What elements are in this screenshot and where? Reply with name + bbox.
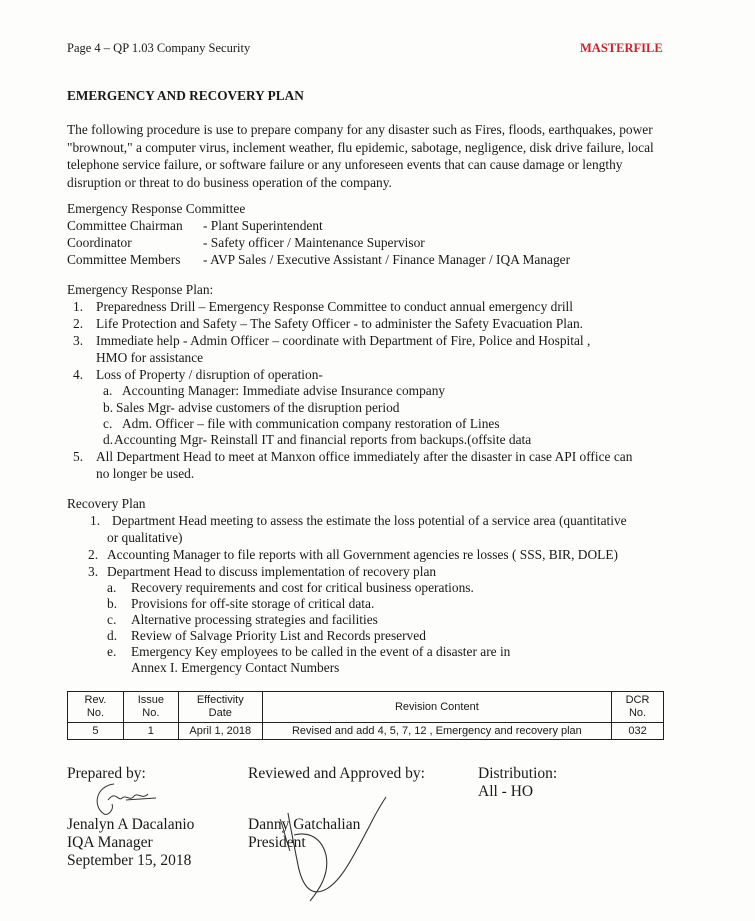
page-header-left: Page 4 – QP 1.03 Company Security: [67, 41, 251, 55]
list-item-number: 3.: [88, 564, 99, 579]
cell-content: Revised and add 4, 5, 7, 12 , Emergency and recovery plan: [262, 723, 611, 740]
sub-item-text: Review of Salvage Priority List and Records preserved: [131, 628, 426, 643]
cell-issue: 1: [123, 723, 178, 740]
sub-item-letter: d.: [103, 432, 114, 447]
distribution-value: All - HO: [478, 783, 534, 800]
list-item-number: 1.: [73, 299, 84, 314]
sub-item-text: Accounting Manager: Immediate advise Insurance company: [122, 383, 446, 398]
sub-item-letter: e.: [107, 644, 117, 659]
list-item-continuation: or qualitative): [107, 530, 183, 545]
list-item-number: 2.: [88, 547, 99, 562]
list-item-text: Life Protection and Safety – The Safety Officer - to administer the Safety Evacuation Plan.: [96, 316, 583, 331]
sub-item-letter: a.: [103, 383, 113, 398]
sub-item-text: Recovery requirements and cost for critical business operations.: [131, 580, 474, 595]
list-item-text: All Department Head to meet at Manxon office immediately after the disaster in case API office can: [96, 449, 633, 464]
list-item-number: 2.: [73, 316, 84, 331]
preparer-name: Jenalyn A Dacalanio: [67, 816, 195, 833]
distribution-label: Distribution:: [478, 765, 558, 782]
sub-item-letter: b.: [103, 400, 114, 415]
sub-item-text: Adm. Officer – file with communication company restoration of Lines: [122, 416, 500, 431]
approver-title: President: [248, 834, 306, 851]
approved-by-label: Reviewed and Approved by:: [248, 765, 425, 782]
table-row: [68, 723, 664, 740]
header-issue-no: Issue No.: [123, 692, 178, 723]
list-item-number: 3.: [73, 333, 84, 348]
revision-table: [67, 691, 664, 740]
list-item-text: Preparedness Drill – Emergency Response Committee to conduct annual emergency drill: [96, 299, 573, 314]
sub-item-text: Accounting Mgr- Reinstall IT and financial reports from backups.(offsite data: [114, 432, 532, 447]
header-rev-no: Rev. No.: [68, 692, 124, 723]
list-item-continuation: no longer be used.: [96, 466, 195, 481]
committee-role: Committee Chairman: [67, 218, 183, 233]
sub-item-letter: b.: [107, 596, 118, 611]
list-item-text: Department Head to discuss implementation of recovery plan: [107, 564, 437, 579]
prepared-by-label: Prepared by:: [67, 765, 146, 782]
sub-item-letter: c.: [103, 416, 113, 431]
cell-rev: 5: [68, 723, 124, 740]
list-item-number: 1.: [90, 513, 101, 528]
intro-paragraph: The following procedure is use to prepare company for any disaster such as Fires, floods, earthquakes, power "brownout," a computer virus, inclement weather, flu epidemic, sabotage, negligence, disk drive failure, local telephone service failure, or software failure or any unforeseen events that can cause damage or lengthy disruption or threat to do business operation of the company.: [67, 122, 654, 190]
list-item-text: Accounting Manager to file reports with all Government agencies re losses ( SSS, BIR, DOLE): [107, 547, 618, 562]
sub-item-letter: c.: [107, 612, 117, 627]
preparer-signature: [86, 780, 166, 820]
preparer-date: September 15, 2018: [67, 852, 192, 869]
sub-item-continuation: Annex I. Emergency Contact Numbers: [131, 660, 340, 675]
approver-name: Danny Gatchalian: [248, 816, 361, 833]
cell-effectivity: April 1, 2018: [178, 723, 262, 740]
committee-role: Coordinator: [67, 235, 132, 250]
sub-item-letter: a.: [107, 580, 117, 595]
header-effectivity-date: Effectivity Date: [178, 692, 262, 723]
list-item-number: 4.: [73, 367, 84, 382]
committee-member: - AVP Sales / Executive Assistant / Finance Manager / IQA Manager: [203, 252, 571, 267]
committee-role: Committee Members: [67, 252, 181, 267]
sub-item-letter: d.: [107, 628, 118, 643]
preparer-title: IQA Manager: [67, 834, 153, 851]
committee-member: - Plant Superintendent: [203, 218, 323, 233]
list-item-text: Loss of Property / disruption of operation-: [96, 367, 323, 382]
list-item-text: Immediate help - Admin Officer – coordinate with Department of Fire, Police and Hospital ,: [96, 333, 591, 348]
recovery-plan-heading: Recovery Plan: [67, 496, 146, 511]
response-plan-heading: Emergency Response Plan:: [67, 282, 214, 297]
table-header-row: [68, 692, 664, 723]
committee-heading: Emergency Response Committee: [67, 201, 246, 216]
sub-item-text: Alternative processing strategies and facilities: [131, 612, 378, 627]
list-item-continuation: HMO for assistance: [96, 350, 204, 365]
masterfile-stamp: MASTERFILE: [580, 41, 663, 55]
header-dcr-no: DCR No.: [612, 692, 664, 723]
cell-dcr: 032: [612, 723, 664, 740]
header-revision-content: Revision Content: [262, 692, 611, 723]
sub-item-text: Sales Mgr- advise customers of the disruption period: [116, 400, 400, 415]
approver-signature: [270, 795, 400, 905]
committee-member: - Safety officer / Maintenance Supervisor: [203, 235, 425, 250]
sub-item-text: Emergency Key employees to be called in the event of a disaster are in: [131, 644, 511, 659]
list-item-number: 5.: [73, 449, 84, 464]
sub-item-text: Provisions for off-site storage of critical data.: [131, 596, 375, 611]
document-title: EMERGENCY AND RECOVERY PLAN: [67, 88, 304, 103]
list-item-text: Department Head meeting to assess the estimate the loss potential of a service area (quantitative: [112, 513, 627, 528]
